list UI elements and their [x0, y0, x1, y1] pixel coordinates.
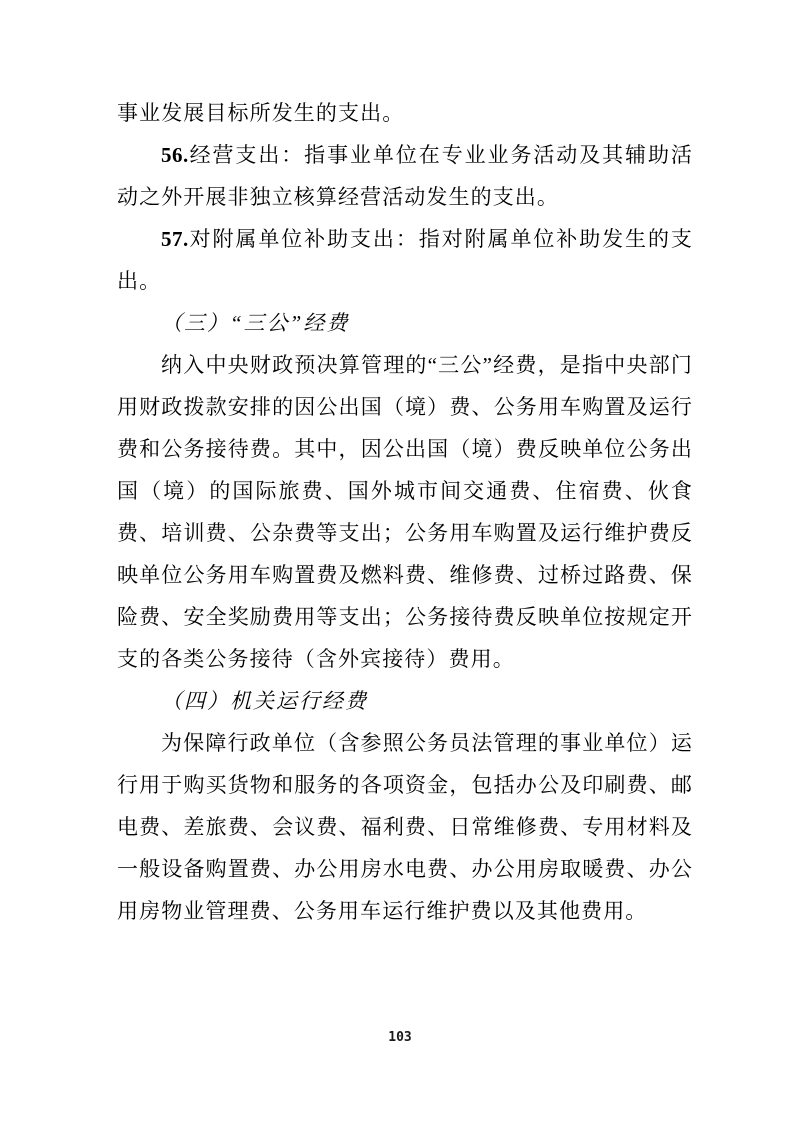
item-number: 57.: [161, 227, 189, 251]
paragraph-item-57: [117, 218, 693, 302]
paragraph-text: 对附属单位补助支出：指对附属单位补助发生的支出。: [117, 227, 693, 293]
section-heading-three: [117, 302, 693, 344]
paragraph-item-56: [117, 134, 693, 218]
paragraph-sangong-definition: [117, 344, 693, 680]
heading-text: （四）机关运行经费: [161, 689, 368, 713]
document-content: [117, 92, 693, 932]
paragraph-text: 为保障行政单位（含参照公务员法管理的事业单位）运行用于购买货物和服务的各项资金，包括办公及印刷费、邮电费、差旅费、会议费、福利费、日常维修费、专用材料及一般设备购置费、办公用房水电费、办公用房取暖费、办公用房物业管理费、公务用车运行维护费以及其他费用。: [117, 731, 693, 923]
paragraph-text: 纳入中央财政预决算管理的“三公”经费，是指中央部门用财政拨款安排的因公出国（境）费、公务用车购置及运行费和公务接待费。其中，因公出国（境）费反映单位公务出国（境）的国际旅费、国外城市间交通费、住宿费、伙食费、培训费、公杂费等支出；公务用车购置及运行维护费反映单位公务用车购置费及燃料费、维修费、过桥过路费、保险费、安全奖励费用等支出；公务接待费反映单位按规定开支的各类公务接待（含外宾接待）费用。: [117, 353, 693, 671]
item-number: 56.: [161, 143, 189, 167]
paragraph-text: 经营支出：指事业单位在专业业务活动及其辅助活动之外开展非独立核算经营活动发生的支出。: [117, 143, 693, 209]
paragraph-operating-funds-definition: [117, 722, 693, 932]
heading-text: （三）“三公”经费: [161, 311, 350, 335]
paragraph-text: 事业发展目标所发生的支出。: [117, 101, 405, 125]
section-heading-four: [117, 680, 693, 722]
page-number: 103: [388, 1030, 412, 1045]
paragraph-continuation: [117, 92, 693, 134]
